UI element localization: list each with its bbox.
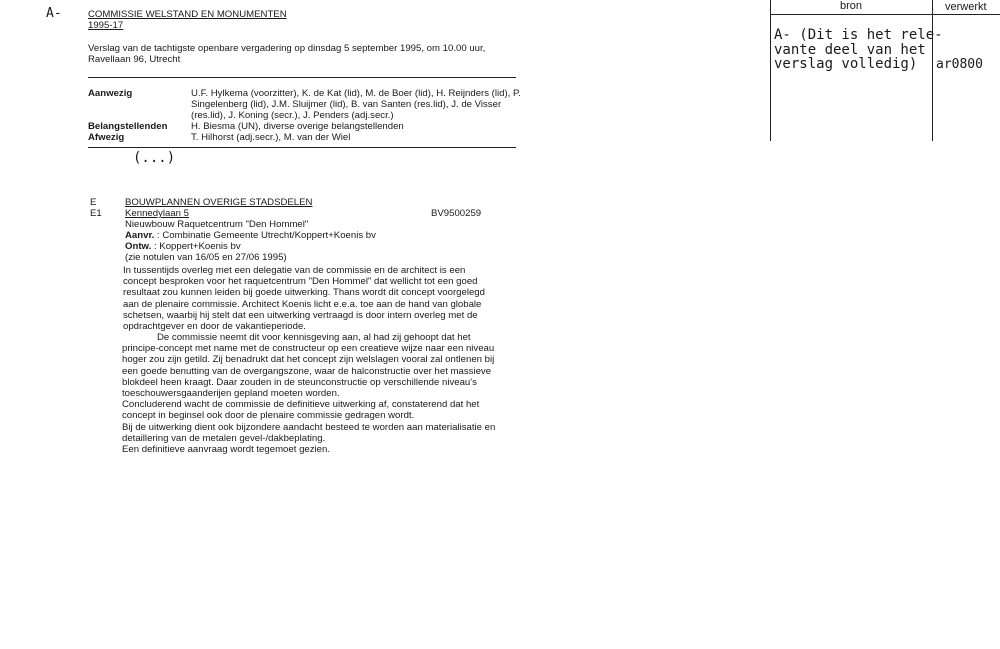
designer-label: Ontw. <box>125 241 152 252</box>
attendance-value-present: U.F. Hylkema (voorzitter), K. de Kat (lid), M. de Boer (lid), H. Reijnders (lid), P. Singelenberg (lid), J.M. Sluijmer (lid), B. van Santen (res.lid), J. de Visser (res.lid), J. Koning (secr.), J. Penders (adj.secr.) <box>191 88 521 121</box>
applicant-value: : Combinatie Gemeente Utrecht/Koppert+Koenis bv <box>157 230 376 241</box>
section-title: BOUWPLANNEN OVERIGE STADSDELEN <box>125 197 313 208</box>
applicant-label: Aanvr. <box>125 230 155 241</box>
item-description: Nieuwbouw Raquetcentrum "Den Hommel" <box>125 219 309 230</box>
item-notes: (zie notulen van 16/05 en 27/06 1995) <box>125 252 287 263</box>
attendance-label-interested: Belangstellenden <box>88 121 168 132</box>
header-divider <box>88 77 516 78</box>
item-reference: BV9500259 <box>431 208 482 219</box>
item-paragraph-1: In tussentijds overleg met een delegatie van de commissie en de architect is een concept besproken voor het raquetcentrum "Den Hommel" dat wellicht tot een goed resultaat zou kunnen leiden bij goede uitwerking. Thans wordt dit concept voorgelegd aan de plenaire commissie. Architect Koenis licht e.e.a. toe aan de hand van globale schetsen, waarbij hij stelt dat een uitwerking vertraagd is door intern overleg met de opdrachtgever en door de vakantieperiode. <box>123 265 485 333</box>
margin-mark: A- <box>46 6 62 21</box>
item-paragraph-2: De commissie neemt dit voor kennisgeving aan, al had zij gehoopt dat het principe-concept met name met de constructeur op een creatieve wijze naar een niveau hoger zou zijn getild. Zij benadrukt dat het concept zijn welslagen vooral zal ontlenen bij een goede benutting van de overgangszone, waar de halconstructie over het massieve blokdeel heen kraagt. Daar zouden in de steunconstructie op verschillende niveau's toeschouwersgaanderijen gepland moeten worden. Concluderend wacht de commissie de definitieve uitwerking af, constaterend dat het concept in beginsel ook door de plenaire commissie gedragen wordt. Bij de uitwerking dient ook bijzondere aandacht besteed te worden aan materialisatie en detaillering van de metalen gevel-/dakbeplating. Een definitieve aanvraag wordt tegemoet gezien. <box>122 332 496 456</box>
attendance-value-interested: H. Biesma (UN), diverse overige belangstellenden <box>191 121 404 132</box>
item-designer <box>125 241 241 252</box>
item-address: Kennedylaan 5 <box>125 208 190 219</box>
attendance-block <box>88 88 521 143</box>
committee-years: 1995-17 <box>88 20 124 31</box>
item-applicant <box>125 230 376 241</box>
report-line-2: Ravellaan 96, Utrecht <box>88 54 181 65</box>
side-table-header-processed: verwerkt <box>945 1 987 13</box>
attendance-divider <box>88 147 516 148</box>
attendance-label-absent: Afwezig <box>88 132 125 143</box>
attendance-label-present: Aanwezig <box>88 88 133 99</box>
side-table-left-border <box>770 0 771 141</box>
designer-value: : Koppert+Koenis bv <box>153 241 241 252</box>
report-line-1: Verslag van de tachtigste openbare vergadering op dinsdag 5 september 1995, om 10.00 uur, <box>88 43 486 54</box>
section-code: E <box>90 197 97 208</box>
omission-ellipsis: (...) <box>133 150 176 166</box>
attendance-value-absent: T. Hilhorst (adj.secr.), M. van der Wiel <box>191 132 351 143</box>
side-table-header-line <box>770 14 1000 15</box>
side-table-processed-value: ar0800 <box>936 57 983 72</box>
side-table-header-source: bron <box>840 0 863 12</box>
committee-title: COMMISSIE WELSTAND EN MONUMENTEN <box>88 9 287 20</box>
item-code: E1 <box>90 208 102 219</box>
side-table-source-note: A- (Dit is het rele- vante deel van het verslag volledig) <box>774 27 943 72</box>
